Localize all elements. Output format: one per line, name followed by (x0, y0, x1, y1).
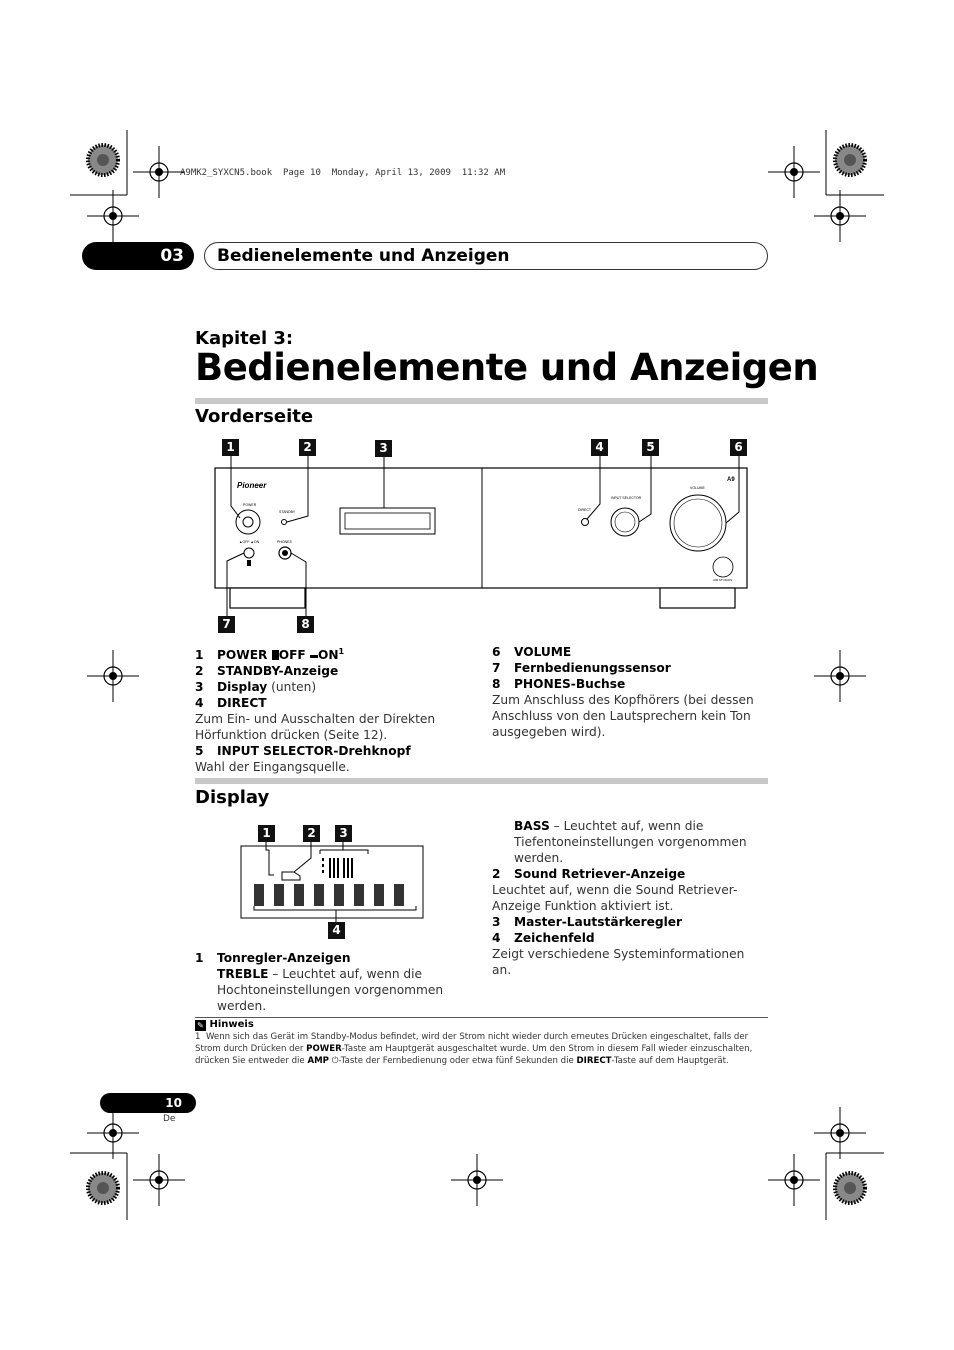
phones-jack-inner (282, 550, 288, 556)
bass-desc (492, 818, 762, 866)
item-num: 4 (492, 931, 501, 945)
right-foot (660, 588, 735, 608)
item-display (195, 679, 445, 695)
item-label: Sound Retriever-Anzeige (514, 867, 686, 881)
item-label: Tonregler-Anzeigen (217, 951, 351, 965)
item-off-label: OFF (278, 648, 306, 663)
item-phones (492, 676, 762, 692)
display-callout-2: 2 (303, 825, 320, 842)
item-master-volume (492, 914, 762, 930)
front-panel-illustration (195, 436, 770, 636)
note-num: 1 (195, 1032, 201, 1042)
page-number: 10 (165, 1096, 182, 1110)
registration-cross-icon (814, 1107, 866, 1159)
item-input-selector-desc: Wahl der Eingangsquelle. (195, 760, 350, 775)
bass-term: BASS (514, 819, 550, 833)
panel-standby-label: STANDBY (279, 510, 296, 514)
note-block (195, 1018, 768, 1067)
panel-model: A9 (727, 477, 735, 483)
callout-5: 5 (642, 439, 659, 456)
item-num: 3 (492, 915, 501, 929)
panel-direct-label: DIRECT (578, 508, 592, 512)
registration-cross-icon (451, 1154, 503, 1206)
registration-cross-icon (87, 650, 139, 702)
item-label: POWER (217, 648, 268, 663)
callout-7: 7 (218, 616, 235, 633)
item-label: Zeichenfeld (514, 931, 595, 945)
off-position-icon (272, 650, 279, 660)
panel-power-label: POWER (243, 503, 257, 507)
callout-2: 2 (299, 439, 316, 456)
item-direct (195, 695, 445, 711)
item-label: STANDBY-Anzeige (217, 664, 339, 679)
item-num: 6 (492, 645, 501, 659)
display-frame (241, 846, 423, 918)
panel-body (215, 468, 747, 588)
book-line: A9MK2_SYXCN5.book Page 10 Monday, April 13, 2009 11:32 AM (180, 168, 506, 178)
item-num: 1 (195, 648, 204, 663)
item-label: VOLUME (514, 645, 572, 659)
callout-3: 3 (375, 440, 392, 457)
item-remote-sensor (492, 660, 762, 676)
note-text: 1 Wenn sich das Gerät im Standby-Modus befindet, wird der Strom nicht wieder durch erneutes Drücken eingeschaltet, falls der Strom durch Drücken der POWER-Taste am Hauptgerät ausgeschaltet wurde. Um den Strom in diesem Fall wieder einzuschalten, drücken Sie entweder die AMP ⏻-Taste der Fernbedienung oder etwa fünf Sekunden die DIRECT-Taste auf dem Hauptgerät. (195, 1032, 753, 1066)
page-number-badge (100, 1093, 196, 1113)
registration-cross-icon (814, 650, 866, 702)
item-label: Fernbedienungssensor (514, 661, 671, 675)
item-num: 5 (195, 744, 204, 759)
item-label: INPUT SELECTOR-Drehknopf (217, 744, 411, 759)
registration-cross-icon (87, 190, 139, 242)
item-character-field (492, 930, 762, 946)
note-icon: ✎ (195, 1020, 206, 1031)
panel-audio-badge: AIR STUDIOS (713, 578, 733, 582)
item-num: 1 (195, 951, 204, 965)
kapitel-label: Kapitel 3: (195, 328, 294, 349)
registration-cross-icon (814, 190, 866, 242)
display-callout-4: 4 (328, 922, 345, 939)
item-num: 7 (492, 661, 501, 675)
item-label: Display (217, 680, 268, 695)
item-character-field-desc: Zeigt verschiedene Systeminformationen an. (492, 947, 745, 977)
item-direct-desc: Zum Ein- und Ausschalten der Direkten Hörfunktion drücken (Seite 12). (195, 712, 436, 743)
panel-phones-label: PHONES (277, 540, 292, 544)
chapter-bar (82, 242, 768, 270)
panel-input-selector-label: INPUT SELECTOR (611, 496, 642, 500)
registration-star-icon (835, 1173, 865, 1203)
item-num: 4 (195, 696, 204, 711)
item-num: 2 (492, 867, 501, 881)
registration-cross-icon (768, 146, 820, 198)
chapter-number: 03 (160, 246, 184, 266)
registration-cross-icon (133, 1154, 185, 1206)
on-position-icon (310, 655, 318, 658)
registration-cross-icon (87, 1107, 139, 1159)
display-callout-3: 3 (335, 825, 352, 842)
callout-1: 1 (222, 439, 239, 456)
item-label: Master-Lautstärkeregler (514, 915, 683, 929)
note-amp: AMP (307, 1056, 329, 1066)
panel-brand: Pioneer (237, 481, 267, 490)
item-num: 8 (492, 677, 501, 691)
section-rule (195, 398, 768, 404)
registration-cross-icon (768, 1154, 820, 1206)
item-num: 2 (195, 664, 204, 679)
item-input-selector (195, 743, 445, 759)
item-volume (492, 644, 762, 660)
callout-6: 6 (730, 439, 747, 456)
item-tone-indicators (195, 950, 450, 966)
chapter-bar-title: Bedienelemente und Anzeigen (204, 242, 768, 270)
treble-desc (195, 966, 450, 1014)
chapter-number-badge (82, 242, 194, 270)
registration-star-icon (88, 145, 118, 175)
item-num: 3 (195, 680, 204, 695)
item-phones-desc: Zum Anschluss des Kopfhörers (bei dessen Anschluss von den Lautsprechern kein Ton ausgegeben wird). (492, 693, 754, 739)
item-sound-retriever-desc: Leuchtet auf, wenn die Sound Retriever-Anzeige Funktion aktiviert ist. (492, 883, 738, 913)
section-heading-vorderseite: Vorderseite (195, 406, 314, 427)
display-items-left (195, 950, 450, 1014)
registration-cross-icon (133, 146, 185, 198)
item-label: PHONES-Buchse (514, 677, 626, 691)
note-title: Hinweis (209, 1019, 254, 1030)
item-sound-retriever (492, 866, 762, 882)
treble-text: – Leuchtet auf, wenn die Hochtoneinstellungen vorgenommen werden. (217, 967, 444, 1013)
note-power: POWER (306, 1044, 342, 1054)
left-foot (230, 588, 305, 608)
language-code: De (163, 1114, 176, 1124)
callout-4: 4 (591, 439, 608, 456)
panel-off-on-label: ▲OFF ▲ON (239, 540, 260, 544)
registration-star-icon (835, 145, 865, 175)
bass-text: – Leuchtet auf, wenn die Tiefentoneinstellungen vorgenommen werden. (514, 819, 747, 865)
item-on-label: ON (317, 648, 339, 663)
front-items-left (195, 644, 445, 775)
footnote-ref: 1 (338, 647, 345, 656)
callout-8: 8 (297, 616, 314, 633)
page-title: Bedienelemente und Anzeigen (195, 346, 819, 389)
registration-star-icon (88, 1173, 118, 1203)
item-standby (195, 663, 445, 679)
display-callout-1: 1 (258, 825, 275, 842)
section-heading-display: Display (195, 787, 270, 808)
item-power (195, 644, 445, 663)
front-items-right (492, 644, 762, 740)
section-rule (195, 778, 768, 784)
sensor-window (247, 560, 251, 566)
note-header (195, 1019, 768, 1031)
item-label: DIRECT (217, 696, 267, 711)
item-suffix: (unten) (271, 680, 317, 695)
panel-volume-label: VOLUME (690, 486, 705, 490)
note-direct: DIRECT (576, 1056, 612, 1066)
treble-term: TREBLE (217, 967, 269, 981)
display-items-right (492, 818, 762, 978)
